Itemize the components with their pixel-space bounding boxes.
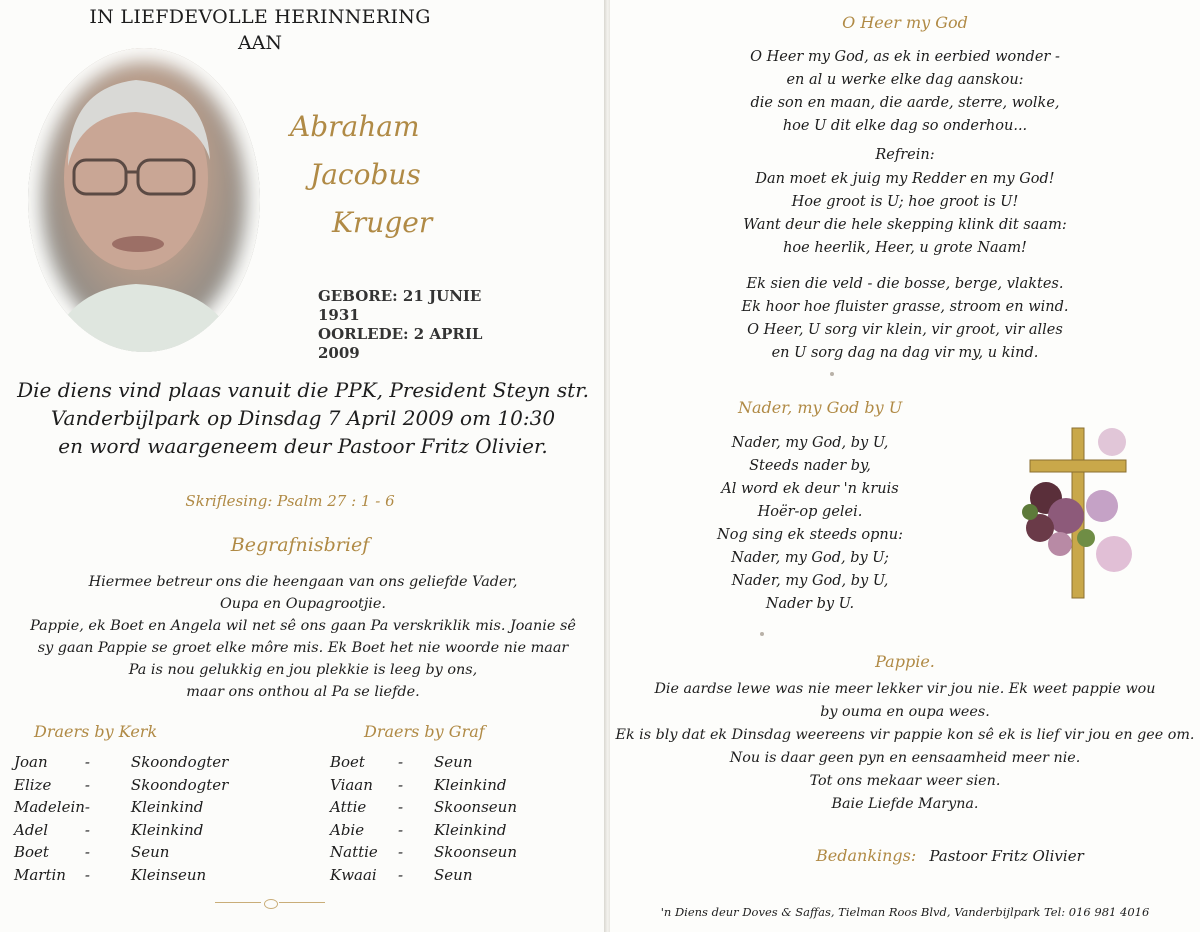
service-line: Die diens vind plaas vanuit die PPK, President Steyn str. [17,378,589,402]
hymn2-title: Nader, my God by U [738,398,903,417]
right-page [610,0,1200,932]
service-details [0,376,606,460]
bearers-grave-table [330,751,517,886]
hymn2-verse [690,432,930,616]
bearers-church-table [14,751,228,886]
service-line: en word waargeneem deur Pastoor Fritz Olivier. [58,434,548,458]
bearer-relation: Skoonseun [434,798,517,817]
hymn-line: Dan moet ek juig my Redder en my God! [755,171,1055,187]
hymn1-verse2 [680,273,1130,365]
bearer-dash: - [84,820,90,839]
table-row [14,841,228,864]
table-row [330,796,517,819]
table-row [330,864,517,887]
acknowledgements [816,846,1084,865]
table-row [14,751,228,774]
bearer-name: Viaan [330,775,373,794]
hymn-line: Steeds nader by, [749,458,871,474]
bearer-dash: - [398,775,404,794]
bearer-relation: Kleinkind [130,820,204,839]
deceased-middle-name: Jacobus [310,158,421,191]
bearer-relation: Kleinkind [130,798,204,817]
bearer-name: Boet [330,753,365,772]
deceased-surname: Kruger [332,206,433,239]
hymn-line: Nader, my God, by U, [731,435,889,451]
message-line: Baie Liefde Maryna. [831,796,979,812]
hymn-line: Ek sien die veld - die bosse, berge, vlaktes. [746,276,1064,292]
bearer-name: Kwaai [330,865,377,884]
bearer-name: Joan [14,753,48,772]
bearer-dash: - [398,820,404,839]
hymn-line: Want deur die hele skepping klink dit saam: [743,217,1067,233]
deceased-first-name: Abraham [290,110,420,143]
bearer-relation: Kleinseun [130,865,207,884]
hymn-line: Nader, my God, by U; [731,550,889,566]
bearer-name: Nattie [330,843,378,862]
hymn-line: Nader by U. [765,596,855,612]
death-date: OORLEDE: 2 APRIL 2009 [318,325,483,362]
bearer-name: Martin [14,865,66,884]
bearer-relation: Skoondogter [130,775,229,794]
hymn-line: Hoër-op gelei. [757,504,863,520]
refrain [680,168,1130,260]
bearer-dash: - [84,865,90,884]
bearer-dash: - [84,798,90,817]
bearer-dash: - [398,753,404,772]
letter-line: Hiermee betreur ons die heengaan van ons geliefde Vader, [88,574,518,590]
cross-with-flowers-icon [1016,426,1140,602]
table-row [330,774,517,797]
bearer-name: Madelein [14,798,85,817]
bearer-dash: - [84,753,90,772]
hymn-line: Nader, my God, by U, [731,573,889,589]
hymn-line: hoe U dit elke dag so onderhou... [782,118,1028,134]
bearer-relation: Kleinkind [434,775,507,794]
bearer-relation: Skoonseun [434,843,517,862]
bearer-dash: - [84,843,90,862]
undertaker-footer: 'n Diens deur Doves & Saffas, Tielman Roos Blvd, Vanderbijlpark Tel: 016 981 4016 [660,905,1150,919]
bearer-dash: - [84,775,90,794]
table-row [14,864,228,887]
table-row [14,819,228,842]
table-row [330,751,517,774]
bearer-name: Elize [14,775,52,794]
bearer-relation: Seun [434,865,473,884]
bearer-relation: Skoondogter [130,753,229,772]
letter-line: maar ons onthou al Pa se liefde. [186,684,420,700]
birth-date: GEBORE: 21 JUNIE 1931 [318,287,482,324]
hymn-line: Al word ek deur 'n kruis [721,481,899,497]
message-line: Die aardse lewe was nie meer lekker vir jou nie. Ek weet pappie wou [654,681,1156,697]
table-row [330,819,517,842]
hymn-line: Nog sing ek steeds opnu: [717,527,903,543]
message-line: Ek is bly dat ek Dinsdag weereens vir pappie kon sê ek is lief vir jou en gee om. [615,727,1195,743]
hymn-line: O Heer, U sorg vir klein, vir groot, vir alles [747,322,1063,338]
message-line: Tot ons mekaar weer sien. [809,773,1001,789]
bearer-name: Attie [330,798,367,817]
bearers-grave-title: Draers by Graf [364,722,485,741]
hymn-line: en al u werke elke dag aanskou: [786,72,1024,88]
scripture-reading: Skriflesing: Psalm 27 : 1 - 6 [185,492,395,510]
letter-line: Pa is nou gelukkig en jou plekkie is leeg by ons, [128,662,478,678]
thanks-label: Bedankings: [816,846,917,865]
bearer-relation: Kleinkind [434,820,507,839]
letter-line: sy gaan Pappie se groet elke môre mis. Ek Boet het nie woorde nie maar [37,640,569,656]
bearer-relation: Seun [130,843,170,862]
pappie-message [610,678,1200,816]
funeral-letter [8,571,598,703]
hymn-line: Ek hoor hoe fluister grasse, stroom en wind. [741,299,1069,315]
table-row [14,796,228,819]
service-line: Vanderbijlpark op Dinsdag 7 April 2009 om 10:30 [50,406,556,430]
table-row [330,841,517,864]
bearer-relation: Seun [434,753,473,772]
ornament-divider [215,898,325,908]
hymn-line: hoe heerlik, Heer, u grote Naam! [783,240,1027,256]
pappie-title: Pappie. [875,652,935,671]
hymn1-title: O Heer my God [842,13,968,32]
letter-line: Oupa en Oupagrootjie. [219,596,386,612]
bearers-church-title: Draers by Kerk [34,722,158,741]
memorial-heading-sub: AAN [237,32,283,54]
hymn-line: O Heer my God, as ek in eerbied wonder - [750,49,1060,65]
hymn-line: die son en maan, die aarde, sterre, wolke, [750,95,1060,111]
message-line: Nou is daar geen pyn en eensaamheid meer nie. [729,750,1081,766]
bearer-name: Adel [14,820,49,839]
hymn-line: en U sorg dag na dag vir my, u kind. [771,345,1039,361]
thanks-text: Pastoor Fritz Olivier [929,847,1084,865]
table-row [14,774,228,797]
bearer-name: Abie [330,820,365,839]
letter-title: Begrafnisbrief [230,534,370,556]
message-line: by ouma en oupa wees. [820,704,990,720]
bearer-name: Boet [14,843,49,862]
bearer-dash: - [398,865,404,884]
bearer-dash: - [398,843,404,862]
life-dates [318,287,518,363]
refrain-label: Refrein: [875,147,935,163]
hymn1-verse1 [680,46,1130,138]
portrait-photo [28,48,260,352]
memorial-heading: IN LIEFDEVOLLE HERINNERING [89,6,431,28]
letter-line: Pappie, ek Boet en Angela wil net sê ons gaan Pa verskriklik mis. Joanie sê [30,618,576,634]
hymn-line: Hoe groot is U; hoe groot is U! [791,194,1019,210]
bearer-dash: - [398,798,404,817]
